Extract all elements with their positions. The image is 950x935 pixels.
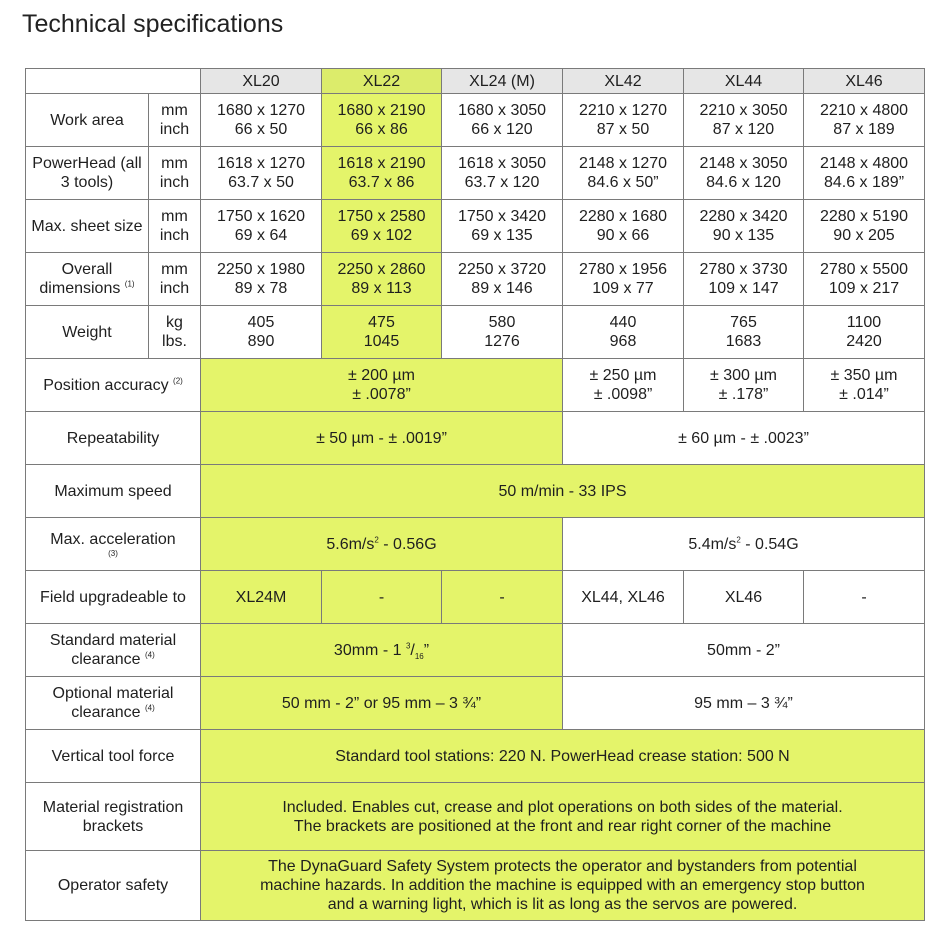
value-cell <box>201 518 563 571</box>
value-cell <box>322 306 442 359</box>
value-cell: 50 mm - 2” or 95 mm – 3 ¾” <box>201 677 563 730</box>
unit-text: mm <box>161 261 188 278</box>
unit-cell <box>149 306 201 359</box>
value-text: - 0.56G <box>378 535 437 553</box>
spec-row <box>26 624 925 677</box>
value-cell <box>442 94 563 147</box>
value-cell <box>442 147 563 200</box>
imperial-value: 90 x 205 <box>833 227 895 244</box>
superscript: 2 <box>736 535 741 545</box>
value-cell: - <box>804 571 925 624</box>
page-title: Technical specifications <box>22 10 284 38</box>
imperial-value: ± .0078” <box>352 386 411 403</box>
fraction-numerator: 3 <box>405 641 411 651</box>
metric-value: 2148 x 1270 <box>578 155 668 172</box>
metric-value: 2210 x 4800 <box>819 102 909 119</box>
value-cell: 50 m/min - 33 IPS <box>201 465 925 518</box>
unit-cell <box>149 147 201 200</box>
spec-row <box>26 412 925 465</box>
metric-value: 1618 x 3050 <box>457 155 547 172</box>
metric-value: 2780 x 1956 <box>578 261 668 278</box>
imperial-value: 87 x 50 <box>596 121 650 138</box>
footnote-ref: (4) <box>145 650 155 660</box>
value-cell <box>804 253 925 306</box>
value-cell: XL24M <box>201 571 322 624</box>
value-cell <box>804 306 925 359</box>
value-cell: - <box>442 571 563 624</box>
value-text: 5.4m/s <box>688 535 737 553</box>
unit-text: mm <box>161 208 188 225</box>
value-text: - 0.54G <box>740 535 799 553</box>
row-label-text: Work area <box>50 111 124 129</box>
row-label <box>26 677 201 730</box>
footnote-ref: (1) <box>124 279 135 289</box>
metric-value: 1680 x 3050 <box>457 102 547 119</box>
imperial-value: 69 x 102 <box>350 227 413 244</box>
unit-text: inch <box>159 227 190 244</box>
imperial-value: 109 x 147 <box>708 280 779 297</box>
metric-value: 1618 x 2190 <box>337 155 426 172</box>
value-cell <box>201 147 322 200</box>
spec-row <box>26 147 925 200</box>
value-cell <box>322 253 442 306</box>
imperial-value: 1683 <box>725 333 762 350</box>
row-label: Material registration brackets <box>26 783 201 851</box>
footnote-ref: (3) <box>108 549 118 558</box>
footnote-ref: (4) <box>145 703 155 713</box>
metric-value: 1618 x 1270 <box>216 155 306 172</box>
unit-text: inch <box>159 121 190 138</box>
metric-value: 475 <box>368 314 395 331</box>
value-cell <box>804 147 925 200</box>
header-row <box>26 69 925 94</box>
unit-text: inch <box>159 174 190 191</box>
value-text: 5.6m/s <box>326 535 375 553</box>
footnote-ref: (2) <box>173 376 183 386</box>
row-label: Vertical tool force <box>26 730 201 783</box>
row-label <box>26 200 149 253</box>
row-label: Operator safety <box>26 851 201 921</box>
imperial-value: 2420 <box>846 333 882 350</box>
metric-value: 440 <box>609 314 637 331</box>
spec-row <box>26 359 925 412</box>
spec-row <box>26 465 925 518</box>
metric-value: 2280 x 5190 <box>819 208 909 225</box>
metric-value: 2250 x 1980 <box>216 261 306 278</box>
row-label-text: Optional material clearance <box>52 685 174 721</box>
text-line: The DynaGuard Safety System protects the operator and bystanders from potential <box>268 858 857 875</box>
metric-value: 1100 <box>846 314 882 331</box>
imperial-value: 63.7 x 86 <box>348 174 415 191</box>
spec-table <box>25 68 925 921</box>
value-cell <box>442 200 563 253</box>
spec-row <box>26 851 925 921</box>
row-label-text: Max. sheet size <box>31 217 143 235</box>
imperial-value: 1045 <box>363 333 400 350</box>
superscript: 2 <box>374 535 379 545</box>
metric-value: 2250 x 3720 <box>457 261 547 278</box>
spec-row <box>26 253 925 306</box>
fraction-slash: / <box>410 641 415 659</box>
unit-text: inch <box>159 280 190 297</box>
spec-row <box>26 94 925 147</box>
metric-value: 2148 x 3050 <box>699 155 788 172</box>
imperial-value: 84.6 x 120 <box>706 174 781 191</box>
unit-cell <box>149 253 201 306</box>
value-cell <box>563 359 684 412</box>
spec-row <box>26 730 925 783</box>
row-label <box>26 359 201 412</box>
model-header: XL24 (M) <box>442 69 563 94</box>
metric-value: 2250 x 2860 <box>337 261 426 278</box>
spec-row <box>26 783 925 851</box>
value-cell <box>563 147 684 200</box>
metric-value: 2280 x 3420 <box>699 208 788 225</box>
unit-cell <box>149 94 201 147</box>
metric-value: 1680 x 2190 <box>337 102 426 119</box>
metric-value: 2780 x 5500 <box>819 261 909 278</box>
value-cell: - <box>322 571 442 624</box>
metric-value: 2280 x 1680 <box>578 208 668 225</box>
metric-value: 1750 x 3420 <box>457 208 547 225</box>
metric-value: 765 <box>730 314 757 331</box>
imperial-value: 90 x 135 <box>712 227 775 244</box>
metric-value: 405 <box>247 314 275 331</box>
imperial-value: ± .178” <box>718 386 769 403</box>
value-text: 30mm - 1 <box>333 641 406 659</box>
value-cell <box>684 253 804 306</box>
value-cell <box>201 624 563 677</box>
value-text: ” <box>423 641 430 659</box>
row-label <box>26 306 149 359</box>
metric-value: ± 250 µm <box>589 367 657 384</box>
value-cell <box>563 518 925 571</box>
metric-value: 2148 x 4800 <box>819 155 909 172</box>
value-cell <box>201 306 322 359</box>
model-header: XL46 <box>804 69 925 94</box>
row-label-text: Position accuracy <box>43 376 169 394</box>
imperial-value: ± .0098” <box>593 386 653 403</box>
value-cell <box>804 200 925 253</box>
value-cell <box>442 306 563 359</box>
metric-value: 2210 x 1270 <box>578 102 668 119</box>
text-line: and a warning light, which is lit as long as the servos are powered. <box>327 896 798 913</box>
imperial-value: 89 x 146 <box>471 280 533 297</box>
imperial-value: 84.6 x 189” <box>823 174 905 191</box>
value-cell: 50mm - 2” <box>563 624 925 677</box>
value-cell <box>684 200 804 253</box>
text-line: The brackets are positioned at the front and rear right corner of the machine <box>293 817 832 835</box>
value-cell <box>201 359 563 412</box>
imperial-value: 109 x 77 <box>592 280 654 297</box>
imperial-value: 89 x 113 <box>351 280 412 297</box>
value-cell <box>201 94 322 147</box>
value-cell <box>563 200 684 253</box>
imperial-value: 69 x 64 <box>234 227 288 244</box>
row-label-text: Weight <box>62 323 112 341</box>
row-label <box>26 518 201 571</box>
metric-value: 1680 x 1270 <box>216 102 306 119</box>
model-header: XL20 <box>201 69 322 94</box>
metric-value: 580 <box>488 314 516 331</box>
spec-row <box>26 200 925 253</box>
imperial-value: 1276 <box>484 333 520 350</box>
unit-text: mm <box>161 155 188 172</box>
metric-value: 1750 x 1620 <box>216 208 306 225</box>
value-cell: ± 50 µm - ± .0019” <box>201 412 563 465</box>
unit-cell <box>149 200 201 253</box>
value-cell <box>322 200 442 253</box>
row-label <box>26 94 149 147</box>
imperial-value: 87 x 189 <box>833 121 895 138</box>
imperial-value: 968 <box>609 333 637 350</box>
imperial-value: 66 x 86 <box>355 121 408 138</box>
value-cell <box>442 253 563 306</box>
value-cell <box>563 253 684 306</box>
imperial-value: 89 x 78 <box>234 280 288 297</box>
value-cell <box>201 783 925 851</box>
metric-value: 2210 x 3050 <box>699 102 788 119</box>
value-cell <box>684 359 804 412</box>
unit-text: mm <box>161 102 188 119</box>
row-label: Repeatability <box>26 412 201 465</box>
imperial-value: 63.7 x 120 <box>464 174 540 191</box>
model-header: XL22 <box>322 69 442 94</box>
row-label: Field upgradeable to <box>26 571 201 624</box>
metric-value: 2780 x 3730 <box>699 261 788 278</box>
spec-row <box>26 518 925 571</box>
value-cell <box>684 147 804 200</box>
text-line: Included. Enables cut, crease and plot operations on both sides of the material. <box>282 798 843 816</box>
row-label-text: Standard material clearance <box>49 632 177 668</box>
unit-text: kg <box>166 314 183 331</box>
imperial-value: 66 x 120 <box>471 121 533 138</box>
row-label: Maximum speed <box>26 465 201 518</box>
value-cell: Standard tool stations: 220 N. PowerHead crease station: 500 N <box>201 730 925 783</box>
imperial-value: 87 x 120 <box>712 121 775 138</box>
imperial-value: 84.6 x 50” <box>587 174 659 191</box>
imperial-value: 90 x 66 <box>596 227 650 244</box>
imperial-value: 890 <box>247 333 275 350</box>
spec-row <box>26 306 925 359</box>
value-cell <box>201 253 322 306</box>
spec-row <box>26 571 925 624</box>
imperial-value: 109 x 217 <box>828 280 900 297</box>
value-cell: 95 mm – 3 ¾” <box>563 677 925 730</box>
value-cell <box>804 359 925 412</box>
row-label-text: PowerHead (all 3 tools) <box>32 155 142 191</box>
value-cell <box>322 147 442 200</box>
metric-value: ± 300 µm <box>710 367 777 384</box>
value-cell <box>563 306 684 359</box>
header-corner <box>26 69 201 94</box>
imperial-value: 66 x 50 <box>234 121 288 138</box>
value-cell <box>201 851 925 921</box>
value-cell <box>684 94 804 147</box>
value-cell: XL44, XL46 <box>563 571 684 624</box>
unit-text: lbs. <box>162 333 187 350</box>
metric-value: ± 350 µm <box>830 367 898 384</box>
row-label-text: Max. acceleration <box>50 531 176 548</box>
model-header: XL44 <box>684 69 804 94</box>
metric-value: 1750 x 2580 <box>337 208 426 225</box>
row-label <box>26 624 201 677</box>
value-cell <box>684 306 804 359</box>
imperial-value: 69 x 135 <box>471 227 533 244</box>
spec-row <box>26 677 925 730</box>
value-cell <box>563 94 684 147</box>
text-line: machine hazards. In addition the machine is equipped with an emergency stop button <box>260 877 865 894</box>
row-label <box>26 147 149 200</box>
row-label <box>26 253 149 306</box>
fraction-denominator: 16 <box>414 651 424 661</box>
metric-value: ± 200 µm <box>348 367 415 384</box>
value-cell: XL46 <box>684 571 804 624</box>
value-cell <box>322 94 442 147</box>
imperial-value: ± .014” <box>839 386 889 403</box>
imperial-value: 63.7 x 50 <box>228 174 294 191</box>
value-cell: ± 60 µm - ± .0023” <box>563 412 925 465</box>
value-cell <box>201 200 322 253</box>
row-label-text: Overall dimensions <box>39 261 121 297</box>
model-header: XL42 <box>563 69 684 94</box>
value-cell <box>804 94 925 147</box>
